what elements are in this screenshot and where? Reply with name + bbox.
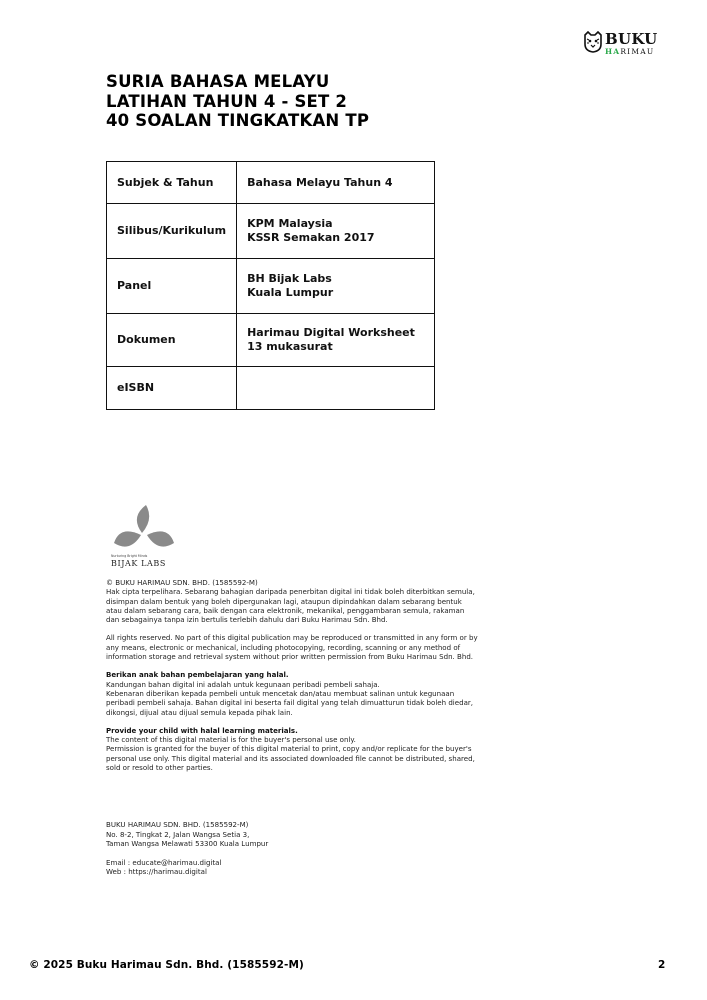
row-value	[237, 367, 435, 410]
buku-harimau-logo	[583, 31, 693, 57]
copyright-line: © BUKU HARIMAU SDN. BHD. (1585592-M)	[106, 578, 258, 587]
row-label: Silibus/Kurikulum	[107, 204, 237, 259]
logo-wordmark-top: BUKU	[605, 30, 658, 48]
text-line: Kebenaran diberikan kepada pembeli untuk mencetak dan/atau membuat salinan untuk kegunaan	[106, 688, 455, 698]
table-row	[107, 314, 435, 367]
bijak-tagline: Nurturing Bright Minds	[111, 554, 148, 558]
text-line: dikongsi, dijual atau dijual semula kepada pihak lain.	[106, 707, 293, 717]
english-halal-heading: Provide your child with halal learning materials.	[106, 725, 298, 735]
row-value: BH Bijak Labs Kuala Lumpur	[237, 259, 435, 314]
row-value: Harimau Digital Worksheet 13 mukasurat	[237, 314, 435, 367]
title-line-1: SURIA BAHASA MELAYU	[106, 72, 330, 91]
legal-notice	[106, 578, 556, 772]
text-line: information storage and retrieval system without prior written permission from Buku Harimau Sdn. Bhd.	[106, 652, 474, 662]
row-value: KPM Malaysia KSSR Semakan 2017	[237, 204, 435, 259]
tiger-head-icon	[583, 31, 603, 53]
bijak-labs-logo	[108, 503, 180, 571]
company-name: BUKU HARIMAU SDN. BHD. (1585592-M)	[106, 820, 249, 829]
table-row	[107, 259, 435, 314]
row-label: Dokumen	[107, 314, 237, 367]
three-leaf-icon	[108, 503, 180, 555]
malay-halal-heading: Berikan anak bahan pembelajaran yang halal.	[106, 670, 289, 680]
page-number: 2	[658, 959, 666, 971]
logo-wordmark-bottom: HARIMAU	[605, 47, 655, 56]
title-line-3: 40 SOALAN TINGKATKAN TP	[106, 111, 370, 130]
text-line: The content of this digital material is for the buyer's personal use only.	[106, 735, 356, 745]
row-label: eISBN	[107, 367, 237, 410]
text-line: disimpan dalam bentuk yang boleh dipergunakan lagi, ataupun dipindahkan dalam sebarang bentuk	[106, 596, 462, 606]
footer-copyright: © 2025 Buku Harimau Sdn. Bhd. (1585592-M)	[29, 959, 304, 971]
row-label: Panel	[107, 259, 237, 314]
text-line: All rights reserved. No part of this digital publication may be reproduced or transmitted in any form or by	[106, 633, 478, 643]
address-line: No. 8-2, Tingkat 2, Jalan Wangsa Setia 3,	[106, 829, 250, 839]
text-line: personal use only. This digital material and its associated downloaded file cannot be distributed, shared,	[106, 753, 475, 763]
title-line-2: LATIHAN TAHUN 4 - SET 2	[106, 91, 348, 111]
address-line: Taman Wangsa Melawati 53300 Kuala Lumpur	[106, 839, 269, 849]
text-line: Kandungan bahan digital ini adalah untuk kegunaan peribadi pembeli sahaja.	[106, 679, 380, 689]
document-title	[106, 72, 369, 131]
email-line: Email : educate@harimau.digital	[106, 857, 222, 867]
table-row	[107, 367, 435, 410]
text-line: any means, electronic or mechanical, including photocopying, recording, scanning or any method of	[106, 642, 461, 652]
company-address	[106, 820, 506, 877]
bijak-wordmark: BIJAK LABS	[111, 559, 166, 568]
row-label: Subjek & Tahun	[107, 162, 237, 204]
row-value: Bahasa Melayu Tahun 4	[237, 162, 435, 204]
text-line: Hak cipta terpelihara. Sebarang bahagian daripada penerbitan digital ini tidak boleh diterbitkan semula,	[106, 587, 475, 597]
text-line: sold or resold to other parties.	[106, 763, 213, 773]
table-row	[107, 204, 435, 259]
table-row	[107, 162, 435, 204]
text-line: atau dalam sebarang cara, baik dengan cara elektronik, mekanikal, penggambaran semula, rakaman	[106, 605, 465, 615]
info-table	[106, 161, 435, 410]
text-line: dan sebagainya tanpa izin bertulis terlebih dahulu dari Buku Harimau Sdn. Bhd.	[106, 615, 388, 625]
text-line: Permission is granted for the buyer of this digital material to print, copy and/or replicate for the buyer's	[106, 744, 472, 754]
web-line: Web : https://harimau.digital	[106, 867, 207, 877]
text-line: peribadi pembeli sahaja. Bahan digital ini beserta fail digital yang telah dimuatturun tidak boleh diedar,	[106, 698, 474, 708]
